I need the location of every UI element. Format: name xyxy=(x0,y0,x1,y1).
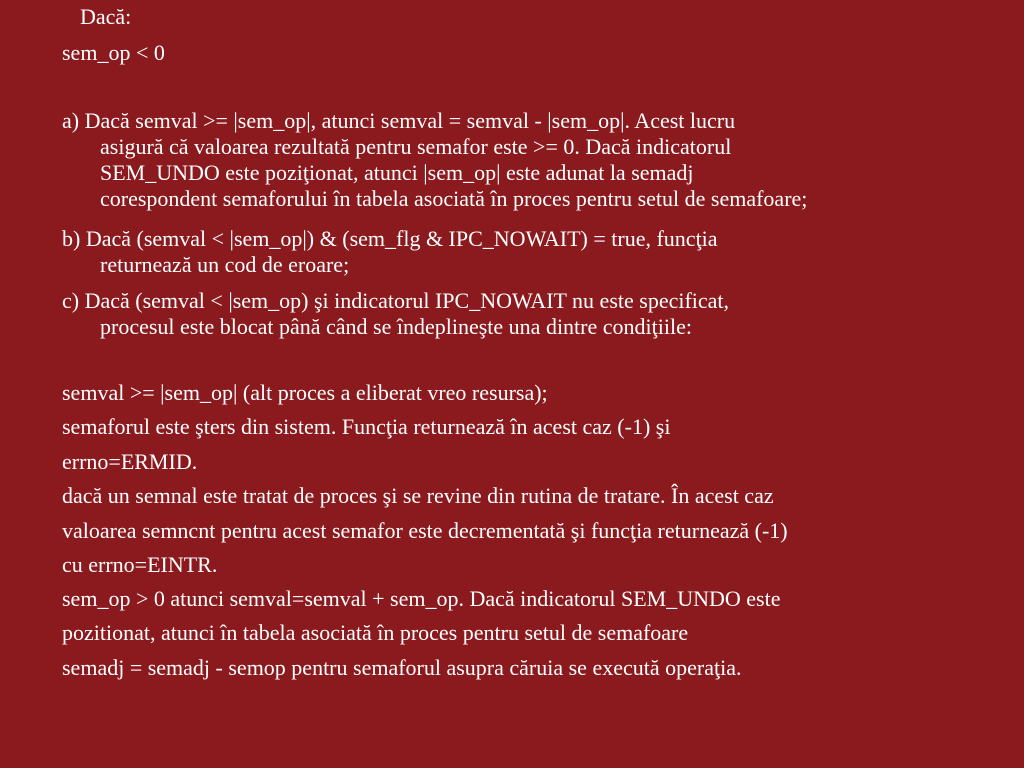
item-a-line: SEM_UNDO este poziţionat, atunci |sem_op| este adunat la semadj xyxy=(100,160,694,185)
body-line: sem_op > 0 atunci semval=semval + sem_op. Dacă indicatorul SEM_UNDO este xyxy=(62,586,781,611)
condition-line: sem_op < 0 xyxy=(62,40,165,65)
body-line: pozitionat, atunci în tabela asociată în proces pentru setul de semafoare xyxy=(62,620,689,645)
body-line: semaforul este şters din sistem. Funcţia returnează în acest caz (-1) şi xyxy=(62,414,671,439)
item-a-line: a) Dacă semval >= |sem_op|, atunci semval = semval - |sem_op|. Acest lucru xyxy=(62,108,736,133)
item-c-line: c) Dacă (semval < |sem_op) şi indicatorul IPC_NOWAIT nu este specificat, xyxy=(62,288,730,313)
body-line: valoarea semncnt pentru acest semafor este decrementată şi funcţia returnează (-1) xyxy=(62,518,788,543)
item-b xyxy=(62,226,1022,278)
slide-heading: Dacă: xyxy=(80,4,132,29)
body-line: errno=ERMID. xyxy=(62,449,198,474)
item-b-line: b) Dacă (semval < |sem_op|) & (sem_flg & IPC_NOWAIT) = true, funcţia xyxy=(62,226,718,251)
item-a-line: asigură că valoarea rezultată pentru semafor este >= 0. Dacă indicatorul xyxy=(100,134,732,159)
item-b-line: returnează un cod de eroare; xyxy=(100,252,350,277)
body-line: semadj = semadj - semop pentru semaforul asupra căruia se execută operaţia. xyxy=(62,655,742,680)
item-a-line: corespondent semaforului în tabela asociată în proces pentru setul de semafoare; xyxy=(100,186,808,211)
item-a xyxy=(62,108,1022,212)
body-line: semval >= |sem_op| (alt proces a eliberat vreo resursa); xyxy=(62,380,548,405)
item-c-line: procesul este blocat până când se îndeplineşte una dintre condiţiile: xyxy=(100,314,692,339)
body-line: dacă un semnal este tratat de proces şi se revine din rutina de tratare. În acest caz xyxy=(62,483,774,508)
body-line: cu errno=EINTR. xyxy=(62,552,218,577)
item-c xyxy=(62,288,1022,340)
